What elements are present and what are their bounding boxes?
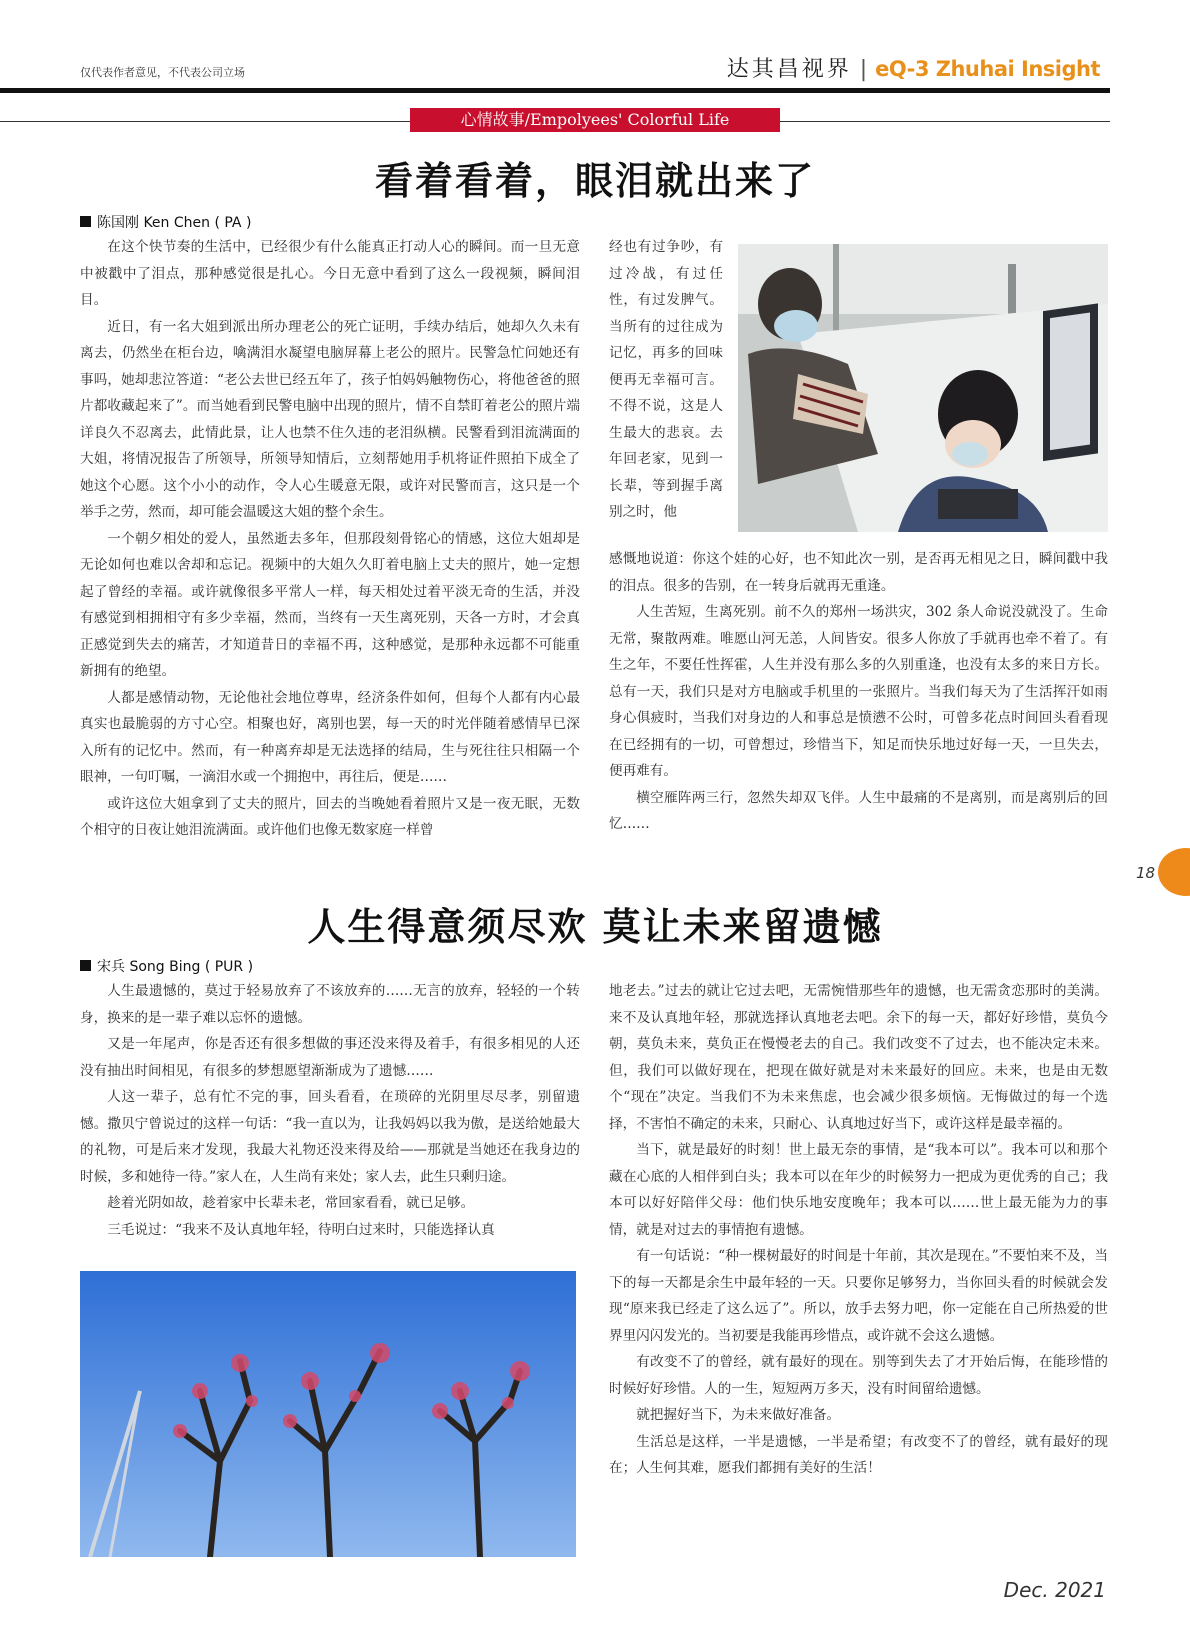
paragraph: 或许这位大姐拿到了丈夫的照片，回去的当晚她看着照片又是一夜无眠，无数个相守的日夜让她泪流满面。或许他们也像无数家庭一样曾 (80, 795, 580, 838)
article1-narrow-column: 经也有过争吵，有过冷战，有过任性，有过发脾气。当所有的过往成为记忆，再多的回味便再无幸福可言。不得不说，这是人生最大的悲哀。去年回老家，见到一长辈，等到握手离别之时，他 (609, 239, 723, 520)
paragraph: 当下，就是最好的时刻！世上最无奈的事情，是“我本可以”。我本可以和那个藏在心底的人相伴到白头；我本可以在年少的时候努力一把成为更优秀的自己；我本可以好好陪伴父母：他们快乐地安度晚年；我本可以……世上最无能为力的事情，就是对过去的事情抱有遗憾。 (609, 1142, 1108, 1238)
paragraph: 感慨地说道：你这个娃的心好，也不知此次一别，是否再无相见之日，瞬间戳中我的泪点。很多的告别，在一转身后就再无重逢。 (609, 551, 1108, 594)
article2-left-column (80, 978, 580, 1243)
paragraph: 人这一辈子，总有忙不完的事，回头看看，在琐碎的光阴里尽尽孝，别留遗憾。撒贝宁曾说过的这样一句话：“我一直以为，让我妈妈以我为傲，是送给她最大的礼物，可是后来才发现，我最大礼物还没来得及给——那就是当她还在我身边的时候，多和她待一待。”家人在，人生尚有来处；家人去，此生只剩归途。 (80, 1089, 580, 1185)
paragraph: 就把握好当下，为未来做好准备。 (636, 1407, 841, 1423)
section-tag: 心情故事/Empolyees' Colorful Life (410, 108, 780, 132)
article2-title: 人生得意须尽欢 莫让未来留遗憾 (307, 904, 883, 949)
page-number-marker (1158, 848, 1190, 896)
issue-date: Dec. 2021 (1003, 1578, 1106, 1602)
paragraph: 人都是感情动物，无论他社会地位尊卑，经济条件如何，但每个人都有内心最真实也最脆弱的方寸心空。相聚也好，离别也罢，每一天的时光伴随着感情早已深入所有的记忆中。然而，有一种离弃却是无法选择的结局，生与死往往只相隔一个眼神，一句叮嘱，一滴泪水或一个拥抱中，再往后，便是…… (80, 689, 580, 785)
author-square-icon (80, 960, 91, 971)
paragraph: 又是一年尾声，你是否还有很多想做的事还没来得及着手，有很多相见的人还没有抽出时间相见，有很多的梦想愿望渐渐成为了遗憾…… (80, 1036, 580, 1079)
police-station-illustration (738, 244, 1108, 532)
paragraph: 人生最遗憾的，莫过于轻易放弃了不该放弃的……无言的放弃，轻轻的一个转身，换来的是一辈子难以忘怀的遗憾。 (80, 983, 580, 1026)
masthead (727, 52, 1100, 83)
author-square-icon (80, 216, 91, 227)
police-station-photo (738, 244, 1108, 532)
header-rule-thick (0, 88, 1110, 93)
paragraph: 近日，有一名大姐到派出所办理老公的死亡证明，手续办结后，她却久久未有离去，仍然坐在柜台边，噙满泪水凝望电脑屏幕上老公的照片。民警急忙问她还有事吗，她却悲泣答道：“老公去世已经五年了，孩子怕妈妈触物伤心，将他爸爸的照片都收藏起来了”。而当她看到民警电脑中出现的照片，情不自禁盯着老公的照片端详良久不忍离去，此情此景，让人也禁不住久违的老泪纵横。民警看到泪流满面的大姐，将情况报告了所领导，所领导知情后，立刻帮她用手机将证件照拍下成全了她这个心愿。这个小小的动作，令人心生暖意无限，或许对民警而言，这只是一个举手之劳，然而，却可能会温暖这大姐的整个余生。 (80, 318, 580, 520)
article1-author (80, 212, 251, 232)
article1-author-name: 陈国刚 Ken Chen ( PA ) (97, 215, 252, 231)
article1-right-column (609, 546, 1108, 838)
masthead-separator: | (859, 57, 868, 82)
masthead-english: eQ-3 Zhuhai Insight (875, 57, 1100, 81)
page-number: 18 (1136, 864, 1156, 882)
paragraph: 趁着光阴如故，趁着家中长辈未老，常回家看看，就已足够。 (107, 1195, 475, 1211)
paragraph: 地老去。”过去的就让它过去吧，无需惋惜那些年的遗憾，也无需贪恋那时的美满。来不及认真地年轻，那就选择认真地老去吧。余下的每一天，都好好珍惜，莫负今朝，莫负未来，莫负正在慢慢老去的自己。我们改变不了过去，也不能决定未来。但，我们可以做好现在，把现在做好就是对未来最好的回应。未来，也是由无数个“现在”决定。当我们不为未来焦虑，也会减少很多烦恼。无悔做过的每一个选择，不害怕不确定的未来，只耐心、认真地过好当下，或许这样是最幸福的。 (609, 983, 1108, 1132)
article2-author-name: 宋兵 Song Bing ( PUR ) (97, 959, 254, 975)
paragraph: 在这个快节奏的生活中，已经很少有什么能真正打动人心的瞬间。而一旦无意中被戳中了泪点，那种感觉很是扎心。今日无意中看到了这么一段视频，瞬间泪目。 (80, 239, 580, 308)
paragraph: 三毛说过：“我来不及认真地年轻，待明白过来时，只能选择认真 (107, 1221, 495, 1238)
disclaimer-text: 仅代表作者意见，不代表公司立场 (80, 66, 245, 79)
article2-right-column (609, 978, 1108, 1482)
paragraph: 横空雁阵两三行，忽然失却双飞伴。人生中最痛的不是离别，而是离别后的回忆…… (609, 789, 1108, 832)
paragraph: 一个朝夕相处的爱人，虽然逝去多年，但那段刻骨铭心的情感，这位大姐却是无论如何也难以舍却和忘记。视频中的大姐久久盯着电脑上丈夫的照片，她一定想起了曾经的幸福。或许就像很多平常人一样，每天相处过着平淡无奇的生活，并没有感觉到相拥相守有多少幸福，然而，当终有一天生离死别，天各一方时，才会真正感觉到失去的痛苦，才知道昔日的幸福不再，这种感觉，是那种永远都不可能重新拥有的绝望。 (80, 530, 580, 679)
article1-left-column (80, 234, 580, 844)
paragraph: 有一句话说：“种一棵树最好的时间是十年前，其次是现在。”不要怕来不及，当下的每一天都是余生中最年轻的一天。只要你足够努力，当你回头看的时候就会发现“原来我已经走了这么远了”。所以，放手去努力吧，你一定能在自己所热爱的世界里闪闪发光的。当初要是我能再珍惜点，或许就不会这么遗憾。 (609, 1248, 1108, 1344)
tree-sky-illustration (80, 1271, 576, 1557)
article1-title: 看着看着，眼泪就出来了 (374, 158, 815, 203)
paragraph: 有改变不了的曾经，就有最好的现在。别等到失去了才开始后悔，在能珍惜的时候好好珍惜。人的一生，短短两万多天，没有时间留给遗憾。 (609, 1354, 1108, 1397)
paragraph: 人生苦短，生离死别。前不久的郑州一场洪灾，302 条人命说没就没了。生命无常，聚散两难。唯愿山河无恙，人间皆安。很多人你放了手就再也牵不着了。有生之年，不要任性挥霍，人生并没有那么多的久别重逢，也没有太多的来日方长。总有一天，我们只是对方电脑或手机里的一张照片。当我们每天为了生活挥汗如雨身心俱疲时，当我们对身边的人和事总是愤懑不公时，可曾多花点时间回头看看现在已经拥有的一切，可曾想过，珍惜当下，知足而快乐地过好每一天，一旦失去，便再难有。 (609, 604, 1108, 779)
article2-author (80, 956, 253, 976)
tree-sky-photo (80, 1271, 576, 1557)
masthead-chinese: 达其昌视界 (726, 57, 852, 82)
paragraph: 生活总是这样，一半是遗憾，一半是希望；有改变不了的曾经，就有最好的现在；人生何其难，愿我们都拥有美好的生活！ (609, 1433, 1108, 1476)
